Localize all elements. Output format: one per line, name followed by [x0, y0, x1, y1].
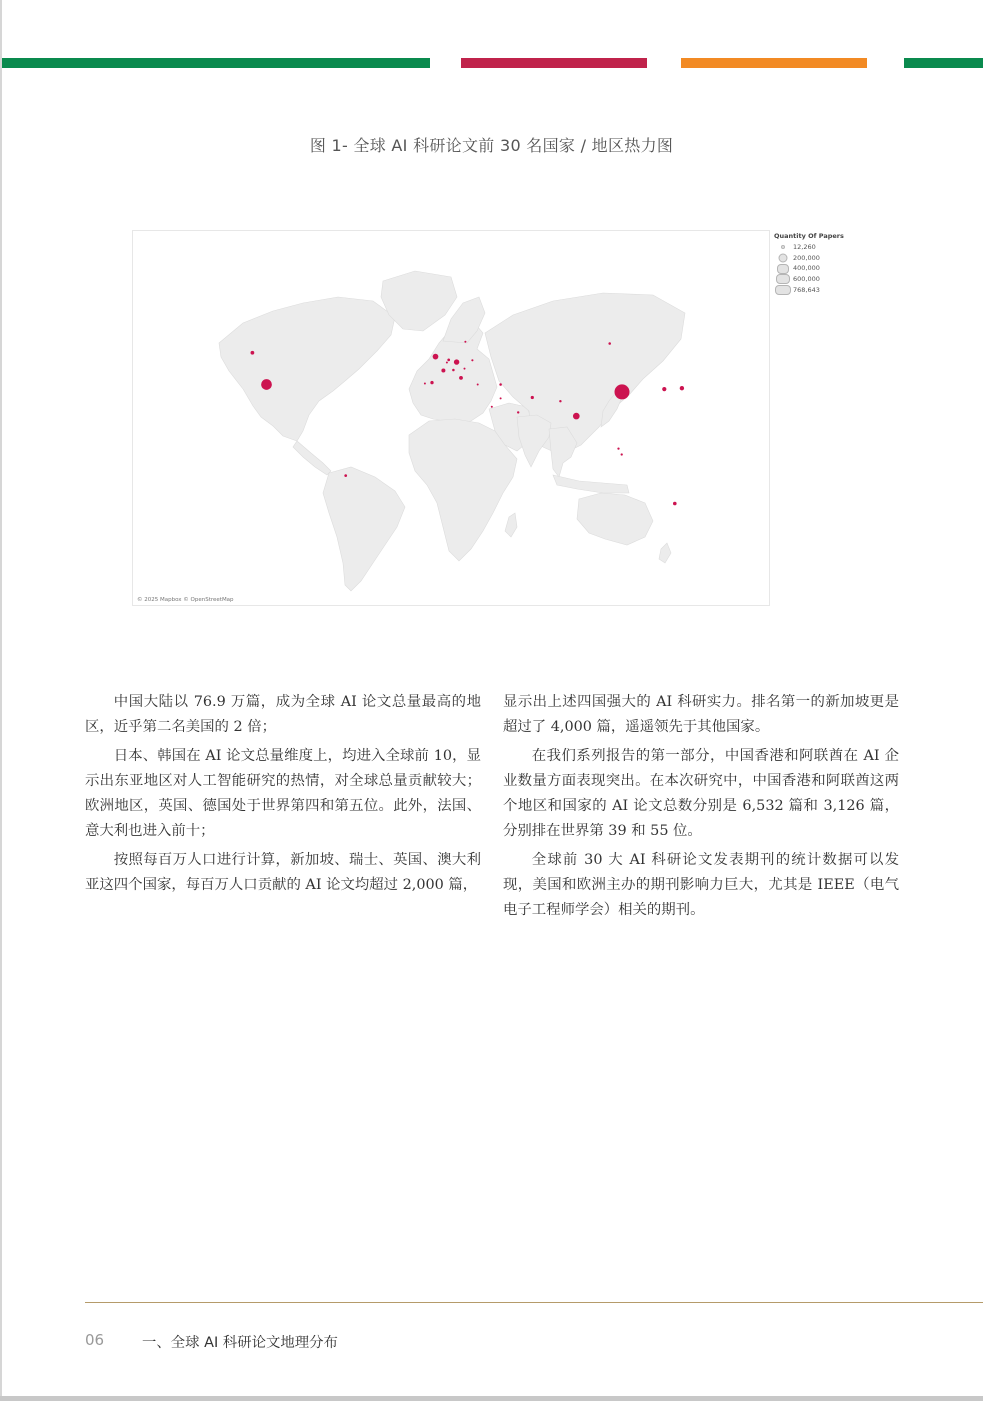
bubble-法国: [441, 368, 445, 372]
legend-value: 200,000: [793, 253, 820, 262]
bubble-伊朗: [531, 396, 534, 399]
bubble-印度: [573, 413, 580, 420]
paragraph: 日本、韩国在 AI 论文总量维度上，均进入全球前 10，显示出东亚地区对人工智能研究的热情，对全球总量贡献较大；欧洲地区，英国、德国处于世界第四和第五位。此外，法国、意大利也进入前十；: [85, 748, 481, 839]
legend-value: 400,000: [793, 264, 820, 273]
legend-size-symbol: [776, 274, 790, 284]
bubble-埃及: [491, 406, 493, 408]
bubble-荷兰: [447, 359, 450, 362]
bubble-西班牙: [430, 381, 433, 384]
body-column-left: [85, 690, 481, 902]
figure-title: 图 1- 全球 AI 科研论文前 30 名国家 / 地区热力图: [309, 136, 674, 155]
paragraph: 全球前 30 大 AI 科研论文发表期刊的统计数据可以发现，美国和欧洲主办的期刊影响力巨大，尤其是 IEEE（电气电子工程师学会）相关的期刊。: [503, 852, 899, 918]
bubble-日本: [680, 386, 684, 390]
legend-row: [774, 285, 864, 296]
land-north-america: [219, 297, 395, 441]
bubble-加拿大: [251, 351, 255, 355]
land-australia: [577, 493, 653, 545]
bubble-中国大陆: [615, 384, 630, 399]
page-number: 06: [85, 1331, 105, 1349]
world-map-canvas: [133, 231, 769, 605]
bubble-俄罗斯: [608, 342, 611, 345]
paragraph: 中国大陆以 76.9 万篇，成为全球 AI 论文总量最高的地区，近乎第二名美国的 2 倍；: [85, 694, 481, 735]
land-indonesia: [553, 475, 629, 493]
bubble-瑞士: [452, 369, 455, 372]
land-masses: [219, 271, 685, 591]
bubble-马来西亚: [617, 447, 619, 449]
paragraph: 在我们系列报告的第一部分，中国香港和阿联酋在 AI 企业数量方面表现突出。在本次研究中，中国香港和阿联酋这两个地区和国家的 AI 论文总数分别是 6,532 篇和 3,126 篇，分别排在世界第 39 和 55 位。: [503, 748, 899, 839]
bubble-波兰: [471, 359, 473, 361]
world-map: [132, 230, 770, 606]
bubble-德国: [454, 359, 459, 364]
header-stripe-orange: [681, 58, 867, 68]
bubble-意大利: [459, 376, 463, 380]
paragraph: 显示出上述四国强大的 AI 科研实力。排名第一的新加坡更是超过了 4,000 篇，遥遥领先于其他国家。: [503, 694, 899, 735]
legend-size-symbol: [777, 264, 789, 274]
legend-row: [774, 253, 864, 264]
bubble-巴基斯坦: [559, 400, 561, 402]
bubble-澳大利亚: [673, 502, 677, 506]
bubble-瑞典: [464, 341, 466, 343]
bubble-比利时: [446, 361, 448, 363]
footer-section-title: 一、全球 AI 科研论文地理分布: [142, 1335, 338, 1351]
footer-rule: [85, 1302, 983, 1303]
paragraph: 按照每百万人口进行计算，新加坡、瑞士、英国、澳大利亚这四个国家，每百万人口贡献的 AI 论文均超过 2,000 篇，: [85, 852, 481, 893]
bubble-英国: [433, 354, 439, 360]
bubble-新加坡: [621, 453, 623, 455]
page-bottom-edge: [0, 1396, 983, 1401]
land-south-america: [323, 467, 405, 591]
body-column-right: [503, 690, 899, 927]
bubble-以色列: [500, 397, 502, 399]
header-stripe-green-right: [904, 58, 983, 68]
bubble-巴西: [344, 474, 347, 477]
bubble-美国: [261, 379, 272, 390]
map-legend: [774, 232, 864, 295]
legend-size-symbol: [781, 245, 785, 249]
land-new-zealand: [659, 543, 671, 563]
legend-size-symbol: [779, 254, 788, 263]
bubble-土耳其: [499, 383, 502, 386]
legend-size-symbol: [775, 285, 791, 295]
land-madagascar: [505, 513, 517, 537]
page-left-edge: [0, 0, 2, 1401]
bubble-奥地利: [464, 368, 466, 370]
land-central-america: [293, 441, 331, 475]
header-stripe-crimson: [461, 58, 647, 68]
bubble-希腊: [477, 384, 479, 386]
bubble-沙特阿拉伯: [517, 411, 519, 413]
bubble-韩国: [662, 387, 666, 391]
header-stripe-green: [2, 58, 430, 68]
legend-row: [774, 274, 864, 285]
land-india: [517, 415, 551, 467]
bubble-葡萄牙: [424, 383, 426, 385]
land-africa: [409, 419, 517, 561]
map-credit: © 2025 Mapbox © OpenStreetMap: [137, 597, 234, 603]
legend-value: 12,260: [793, 243, 816, 251]
legend-row: [774, 242, 864, 253]
legend-value: 768,643: [793, 285, 820, 294]
legend-title: Quantity Of Papers: [774, 232, 844, 240]
legend-row: [774, 263, 864, 274]
legend-value: 600,000: [793, 275, 820, 284]
